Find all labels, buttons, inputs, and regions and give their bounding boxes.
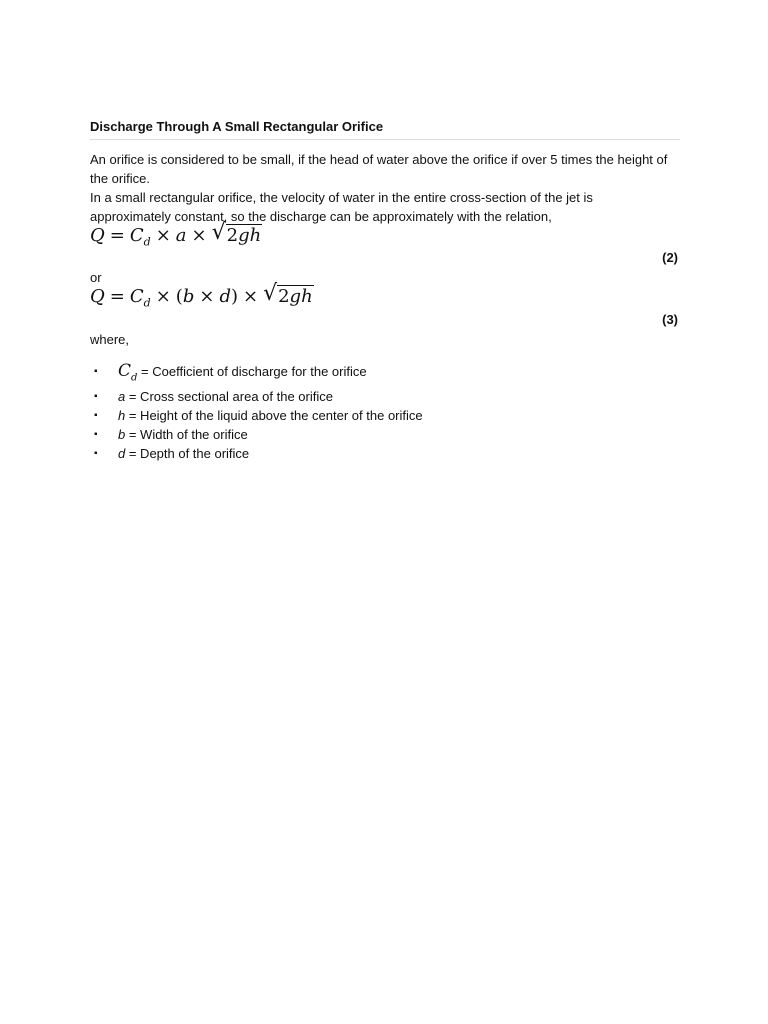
list-item-h bbox=[94, 406, 424, 425]
paragraph-velocity-relation: In a small rectangular orifice, the velocity of water in the entire cross-section of the jet is approximately constant, so the discharge can be approximately with the relation, bbox=[90, 190, 593, 224]
list-item-cd bbox=[94, 362, 424, 387]
list-item-b bbox=[94, 425, 424, 444]
equation-number-3: (3) bbox=[662, 312, 678, 327]
paragraph-small-orifice-definition: An orifice is considered to be small, if the head of water above the orifice if over 5 times the height of the orifice. bbox=[90, 152, 668, 186]
connector-or: or bbox=[90, 270, 102, 285]
symbol-cd: $C_d$ bbox=[118, 361, 138, 384]
definition-text: = Width of the orifice bbox=[125, 427, 248, 443]
definition-text: = Cross sectional area of the orifice bbox=[125, 389, 333, 405]
symbol-h: h bbox=[118, 408, 126, 424]
definitions-list bbox=[94, 362, 424, 463]
equation-discharge-width-depth: $Q = C_d \times (b \times d)$ × √ 2gh bbox=[90, 281, 313, 310]
where-label: where, bbox=[90, 332, 130, 347]
bullet-icon: ▪ bbox=[94, 391, 98, 403]
symbol-d: d bbox=[118, 446, 126, 462]
equation-number-2: (2) bbox=[662, 250, 678, 265]
definition-text: = Height of the liquid above the center of the orifice bbox=[125, 408, 423, 424]
equation-discharge-area: $Q = C_d \times a$ × √ 2gh bbox=[90, 220, 262, 249]
definition-text: = Depth of the orifice bbox=[125, 446, 250, 462]
bullet-icon: ▪ bbox=[94, 410, 98, 422]
bullet-icon: ▪ bbox=[94, 366, 98, 377]
definition-text: = Coefficient of discharge for the orifice bbox=[137, 364, 367, 379]
list-item-a bbox=[94, 387, 424, 406]
symbol-a: a bbox=[118, 389, 126, 405]
bullet-icon: ▪ bbox=[94, 429, 98, 441]
bullet-icon: ▪ bbox=[94, 448, 98, 460]
section-heading: Discharge Through A Small Rectangular Orifice bbox=[90, 118, 680, 140]
symbol-b: b bbox=[118, 427, 126, 443]
list-item-d bbox=[94, 444, 424, 463]
